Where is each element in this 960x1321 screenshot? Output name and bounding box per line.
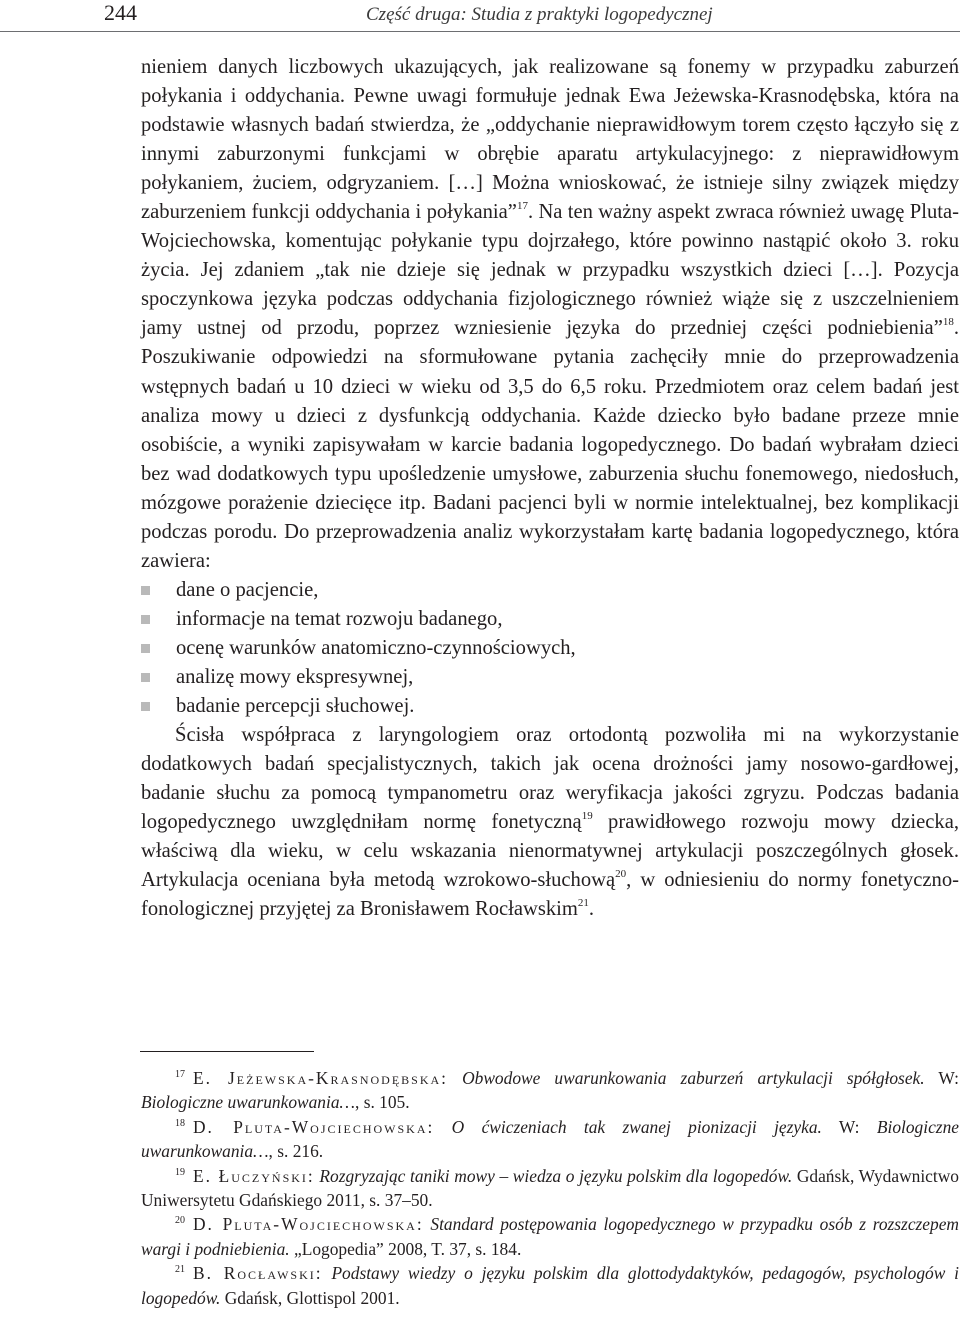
footnotes — [141, 1066, 959, 1310]
paragraph-2-text-b: prawidłowego rozwoju mowy dziecka, właściwą dla wieku, w celu wskazania nienormatywnej artykulacji poszczególnych głosek. Artykulacja oceniana była metodą wzrokowo-słuchową — [141, 811, 959, 892]
paragraph-1 — [141, 53, 959, 576]
footnote-author: D. Pluta-Wojciechowska: — [193, 1116, 435, 1137]
body-text — [141, 53, 959, 924]
footnote-rest: Gdańsk, Wydawnictwo Uniwersytetu Gdańskiego 2011, s. 37–50. — [141, 1165, 959, 1211]
footnote-separator — [140, 1051, 314, 1052]
footnote-author: E. Jeżewska-Krasnodębska: — [193, 1068, 448, 1088]
footnote-ref-17: 17 — [516, 200, 528, 213]
footnote-title: Obwodowe uwarunkowania zaburzeń artykulacji spółgłosek. — [462, 1068, 925, 1088]
paragraph-2-text-d: . — [588, 898, 595, 921]
list-item-text: analizę mowy ekspresywnej, — [176, 665, 414, 688]
examination-card-list — [141, 576, 959, 721]
footnote-rest: , s. 105. — [355, 1092, 410, 1113]
list-item-text: badanie percepcji słuchowej. — [176, 695, 415, 718]
footnote-number: 17 — [175, 1069, 185, 1080]
footnote-title: O ćwiczeniach tak zwanej pionizacji języka. — [451, 1116, 822, 1137]
list-item — [141, 634, 959, 663]
footnote-title: Podstawy wiedzy o języku polskim dla glottodydaktyków, pedagogów, psychologów i logopedów. — [141, 1263, 959, 1308]
footnote-rest: „Logopedia” 2008, T. 37, s. 184. — [289, 1238, 522, 1259]
footnote-title: Rozgryzając taniki mowy – wiedza o języku polskim dla logopedów. — [319, 1165, 793, 1186]
paragraph-1-text-a: nieniem danych liczbowych ukazujących, jak realizowane są fonemy w przypadku zaburzeń połykania i oddychania. Pewne uwagi formułuje jednak Ewa Jeżewska-Krasnodębska, która na podstawie własnych badań stwierdza, że „oddychanie nieprawidłowym torem często łączyło się z innymi zaburzonymi funkcjami w obrębie aparatu artykulacyjnego: z nieprawidłowym połykaniem, żuciem, odgryzaniem. […] Można wnioskować, że istnieje silny związek między zaburzeniem funkcji oddychania i połykania” — [141, 56, 959, 224]
footnote-ref-20: 20 — [615, 868, 627, 881]
footnote-mid: W: — [924, 1068, 959, 1088]
list-item — [141, 692, 959, 721]
square-bullet-icon — [141, 586, 150, 595]
footnote-ref-18: 18 — [942, 316, 954, 329]
square-bullet-icon — [141, 615, 150, 624]
footnote-title: Standard postępowania logopedycznego w przypadku osób z rozszczepem wargi i podniebienia. — [141, 1214, 959, 1259]
square-bullet-icon — [141, 673, 150, 682]
page-header — [0, 0, 960, 32]
paragraph-1-text-c: . Poszukiwanie odpowiedzi na sformułowane pytania zachęciły mnie do przeprowadzenia wstępnych badań u 10 dzieci w wieku od 3,5 do 6,5 roku. Przedmiotem oraz celem badań jest analiza mowy u dzieci z dysfunkcją oddychania. Każde dziecko było badane przeze mnie osobiście, a wyniki zapisywałam w karcie badania logopedycznego. Do badań wybrałam dzieci bez wad dodatkowych typu upośledzenie umysłowe, zaburzenia słuchu fonemowego, niedosłuch, mózgowe porażenie dziecięce itp. Badani pacjenci byli w normie intelektualnej, bez komplikacji podczas porodu. Do przeprowadzenia analiz wykorzystałam kartę badania logopedycznego, która zawiera: — [141, 317, 959, 572]
paragraph-2 — [141, 721, 959, 924]
list-item-text: dane o pacjencie, — [176, 578, 319, 601]
footnote-20 — [141, 1212, 959, 1261]
page-number: 244 — [104, 0, 137, 25]
footnote-source: Biologiczne uwarunkowania… — [141, 1092, 355, 1113]
list-item — [141, 576, 959, 605]
footnote-source: Biologiczne uwarunkowania… — [141, 1116, 959, 1162]
paragraph-1-text-b: . Na ten ważny aspekt zwraca również uwagę Pluta-Wojciechowska, komentując połykanie typu dojrzałego, które powinno nastąpić około 3. roku życia. Jej zdaniem „tak nie dzieje się jednak w przypadku wszystkich dzieci […]. Pozycja spoczynkowa języka podczas oddychania fizjologicznego również wiąże się z uszczelnieniem jamy ustnej od przodu, poprzez wzniesienie języka do przedniej części podniebienia” — [141, 201, 959, 340]
running-head: Część druga: Studia z praktyki logopedycznej — [366, 4, 713, 25]
footnote-rest: , s. 216. — [268, 1141, 324, 1162]
footnote-17 — [141, 1066, 959, 1115]
footnote-number: 21 — [175, 1264, 185, 1276]
footnote-ref-19: 19 — [581, 810, 593, 823]
footnote-number: 20 — [175, 1215, 185, 1227]
footnote-author: B. Rocławski: — [193, 1263, 323, 1284]
paragraph-2-text-a: Ścisła współpraca z laryngologiem oraz ortodontą pozwoliła mi na wykorzystanie dodatkowych badań specjalistycznych, takich jak ocena drożności jamy nosowo-gardłowej, badanie słuchu za pomocą tympanometru oraz weryfikacja jakości zgryzu. Podczas badania logopedycznego uwzględniłam normę fonetyczną — [141, 724, 959, 834]
square-bullet-icon — [141, 644, 150, 653]
footnote-mid: W: — [821, 1116, 877, 1137]
footnote-author: D. Pluta-Wojciechowska: — [193, 1214, 424, 1235]
list-item — [141, 605, 959, 634]
footnote-number: 18 — [175, 1117, 185, 1129]
footnote-rest: Gdańsk, Glottispol 2001. — [220, 1287, 400, 1308]
footnote-ref-21: 21 — [577, 897, 589, 910]
footnote-21 — [141, 1261, 959, 1310]
list-item — [141, 663, 959, 692]
list-item-text: informacje na temat rozwoju badanego, — [176, 607, 503, 630]
footnote-number: 19 — [175, 1166, 185, 1178]
footnote-18 — [141, 1115, 959, 1164]
square-bullet-icon — [141, 702, 150, 711]
paragraph-2-text-c: , w odniesieniu do normy fonetyczno-fonologicznej przyjętej za Bronisławem Rocławskim — [141, 869, 959, 921]
list-item-text: ocenę warunków anatomiczno-czynnościowych, — [176, 636, 576, 659]
footnote-author: E. Łuczyński: — [193, 1165, 315, 1186]
footnote-19 — [141, 1164, 959, 1213]
